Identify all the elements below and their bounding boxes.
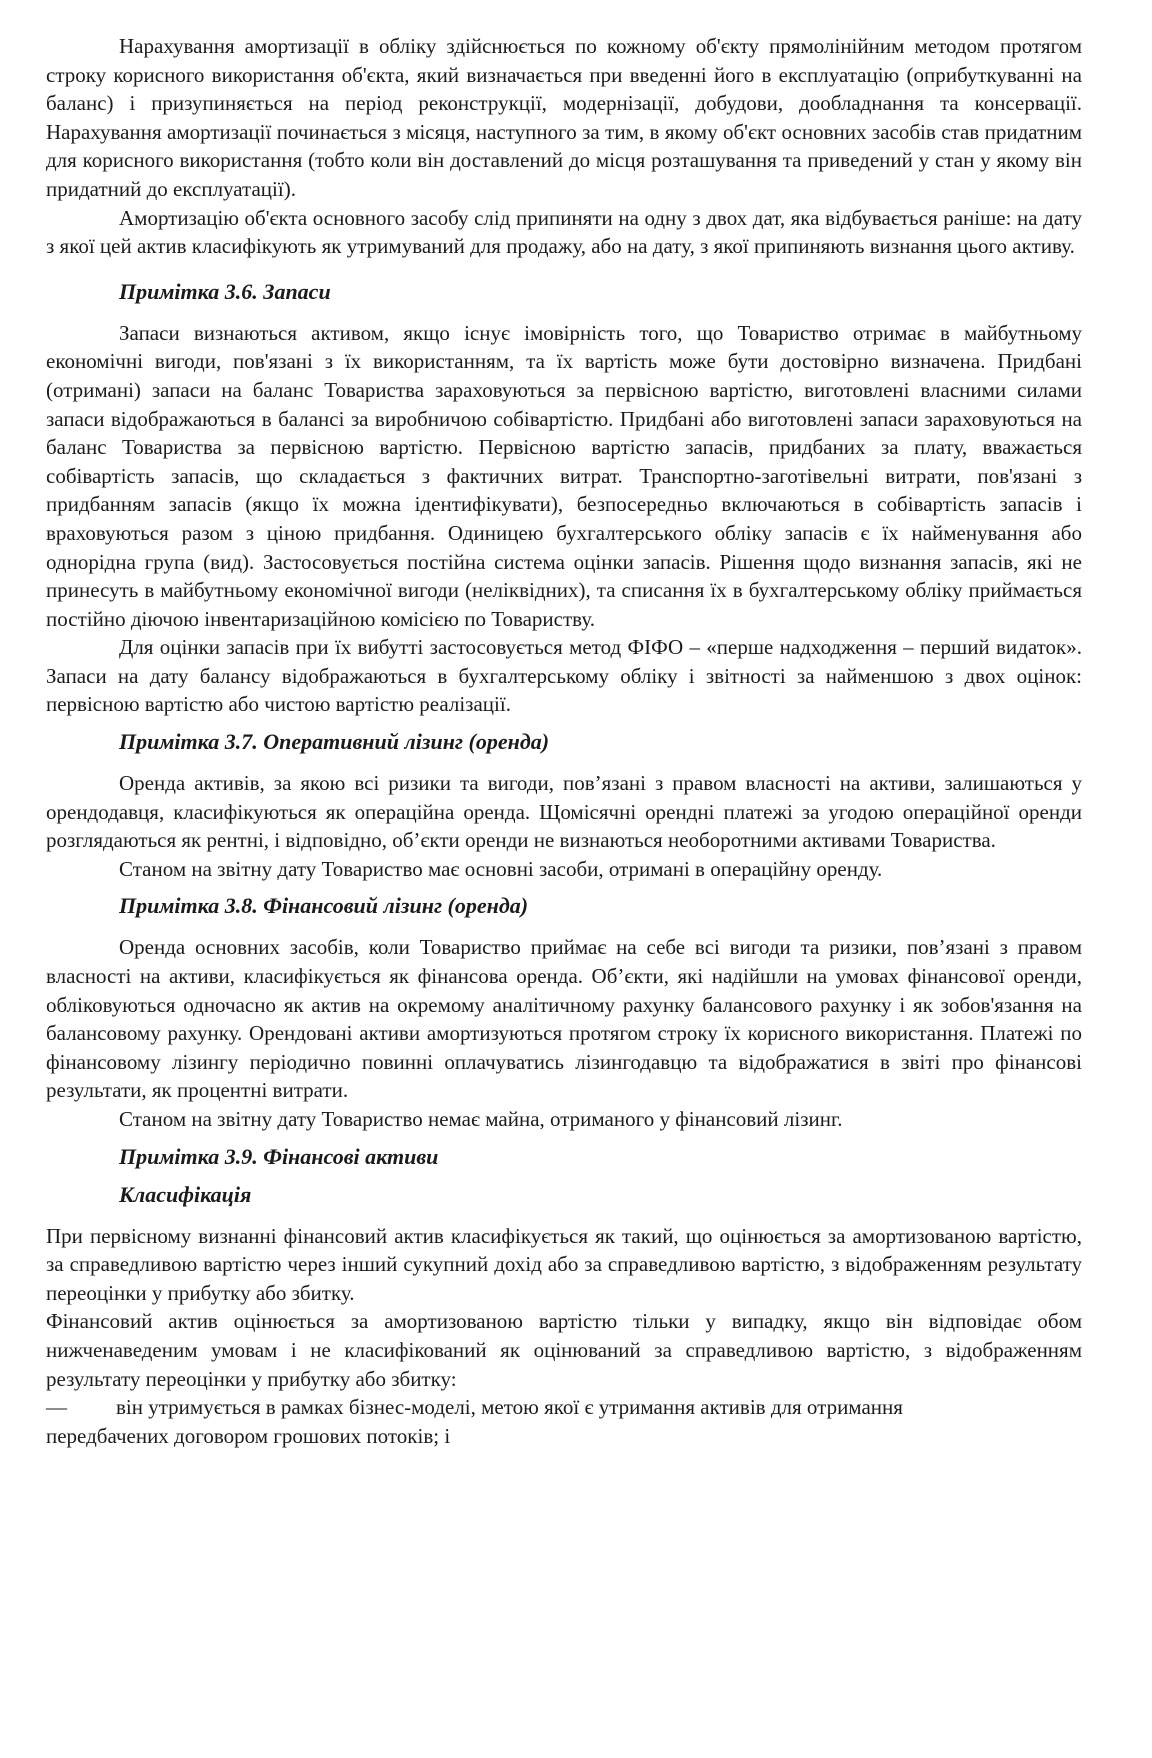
heading-note-3-6: Примітка 3.6. Запаси <box>119 278 331 304</box>
heading-note-3-7: Примітка 3.7. Оперативний лізинг (оренда) <box>119 729 550 755</box>
paragraph-operating-lease: Оренда активів, за якою всі ризики та вигоди, пов’язані з правом власності на активи, залишаються у орендодавця, класифікуються як операційна оренда. Щомісячні орендні платежі за угодою операційної оренди розглядаються як рентні, і відповідно, об’єкти оренди не визнаються необоротними активами Товариства. <box>46 771 1082 853</box>
heading-note-3-8: Примітка 3.8. Фінансовий лізинг (оренда) <box>119 893 529 919</box>
heading-note-3-9: Примітка 3.9. Фінансові активи <box>119 1143 439 1169</box>
paragraph-finance-lease: Оренда основних засобів, коли Товариство приймає на себе всі вигоди та ризики, пов’язані з правом власності на активи, класифікується як фінансова оренда. Об’єкти, які надійшли на умовах фінансової оренди, обліковуються одночасно як актив на окремому аналітичному рахунку балансового рахунку і як зобов'язання на балансовому рахунку. Орендовані активи амортизуються протягом строку їх корисного використання. Платежі по фінансовому лізингу періодично повинні оплачуватись лізингодавцю та відображатися в звіті про фінансові результати, як процентні витрати. <box>46 935 1082 1103</box>
paragraph-initial-recognition: При первісному визнанні фінансовий актив класифікується як такий, що оцінюється за амортизованою вартістю, за справедливою вартістю через інший сукупний дохід або за справедливою вартістю, з відображенням результату переоцінки у прибутку або збитку. <box>46 1223 1082 1305</box>
list-item <box>46 1393 1082 1422</box>
list-item-continuation: передбачених договором грошових потоків; і <box>46 1423 451 1448</box>
paragraph-operating-lease-status: Станом на звітну дату Товариство має основні засоби, отримані в операційну оренду. <box>119 856 883 881</box>
dash-marker: — <box>46 1395 67 1420</box>
paragraph-finance-lease-status: Станом на звітну дату Товариство немає майна, отриманого у фінансовий лізинг. <box>119 1107 843 1131</box>
paragraph-amortized-cost: Фінансовий актив оцінюється за амортизованою вартістю тільки у випадку, якщо він відповідає обом нижченаведеним умовам і не класифікований як оцінюваний за справедливою вартістю, з відображенням результату переоцінки у прибутку або збитку: <box>46 1309 1082 1391</box>
paragraph-depreciation-stop: Амортизацію об'єкта основного засобу слід припиняти на одну з двох дат, яка відбувається раніше: на дату з якої цей актив класифікують як утримуваний для продажу, або на дату, з якої припиняють визнання цього активу. <box>46 205 1082 259</box>
paragraph-fifo: Для оцінки запасів при їх вибутті застосовується метод ФІФО – «перше надходження – перший видаток». Запаси на дату балансу відображаються в бухгалтерському обліку і звітності за найменшою з двох оцінок: первісною вартістю або чистою вартістю реалізації. <box>46 635 1082 717</box>
paragraph-inventories: Запаси визнаються активом, якщо існує імовірність того, що Товариство отримає в майбутньому економічні вигоди, пов'язані з їх використанням, та їх вартість може бути достовірно визначена. Придбані (отримані) запаси на баланс Товариства зараховуються за первісною вартістю, виготовлені власними силами запаси відображаються в балансі за виробничою собівартістю. Придбані або виготовлені запаси зараховуються на баланс Товариства за первісною вартістю. Первісною вартістю запасів, придбаних за плату, вважається собівартість запасів, що складається з фактичних витрат. Транспортно-заготівельні витрати, пов'язані з придбанням запасів (якщо їх можна ідентифікувати), безпосередньо включаються в собівартість запасів і враховуються разом з ціною придбання. Одиницею бухгалтерського обліку запасів є їх найменування або однорідна група (вид). Застосовується постійна система оцінки запасів. Рішення щодо визнання запасів, які не принесуть в майбутньому економічної вигоди (неліквідних), та списання їх в бухгалтерському обліку приймається постійно діючою інвентаризаційною комісією по Товариству. <box>46 320 1082 631</box>
subheading-classification: Класифікація <box>119 1181 252 1207</box>
paragraph-depreciation-method: Нарахування амортизації в обліку здійснюється по кожному об'єкту прямолінійним методом протягом строку корисного використання об'єкта, який визначається при введенні його в експлуатацію (оприбуткуванні на баланс) і призупиняється на період реконструкції, модернізації, добудови, дообладнання та консервації. Нарахування амортизації починається з місяця, наступного за тим, в якому об'єкт основних засобів став придатним для корисного використання (тобто коли він доставлений до місця розташування та приведений у стан у якому він придатний до експлуатації). <box>46 34 1082 201</box>
list-item-text: він утримується в рамках бізнес-моделі, метою якої є утримання активів для отримання <box>116 1395 903 1420</box>
